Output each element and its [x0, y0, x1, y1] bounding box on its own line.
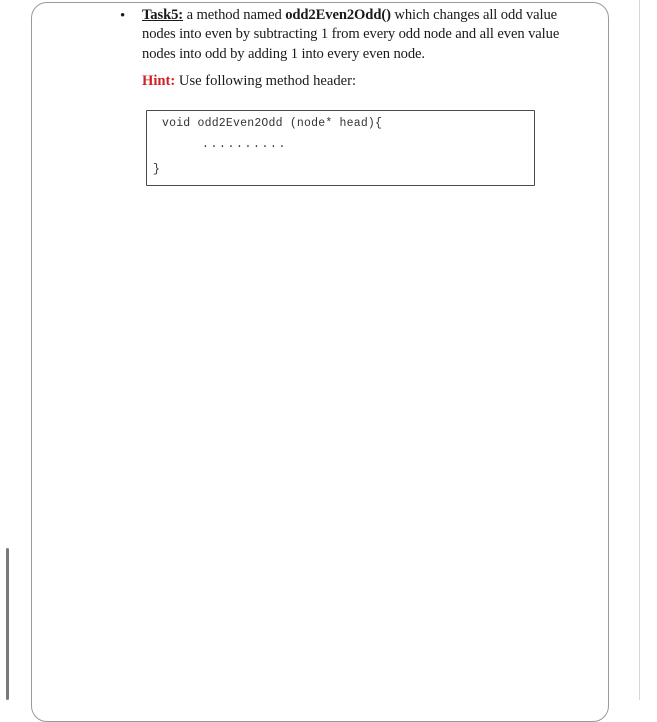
task-text-after: which changes all odd value nodes into even by subtracting 1 from every odd node and all even value nodes into odd by adding 1 into every even node. [142, 7, 560, 62]
method-body-placeholder: .......... [202, 138, 288, 151]
hint-line [142, 72, 356, 91]
bullet-marker: • [120, 8, 126, 24]
task-label: Task5: [142, 7, 184, 23]
closing-brace: } [153, 163, 160, 176]
code-snippet-box [146, 110, 535, 186]
scrollbar-thumb[interactable] [6, 548, 9, 700]
page-edge-divider [639, 0, 640, 700]
hint-label: Hint: [142, 73, 176, 89]
method-header-code: void odd2Even2Odd (node* head){ [162, 117, 383, 130]
hint-text: Use following method header: [175, 73, 357, 89]
task-description [142, 6, 582, 64]
task-text-before: a method named [183, 7, 286, 23]
method-name: odd2Even2Odd() [285, 7, 391, 23]
